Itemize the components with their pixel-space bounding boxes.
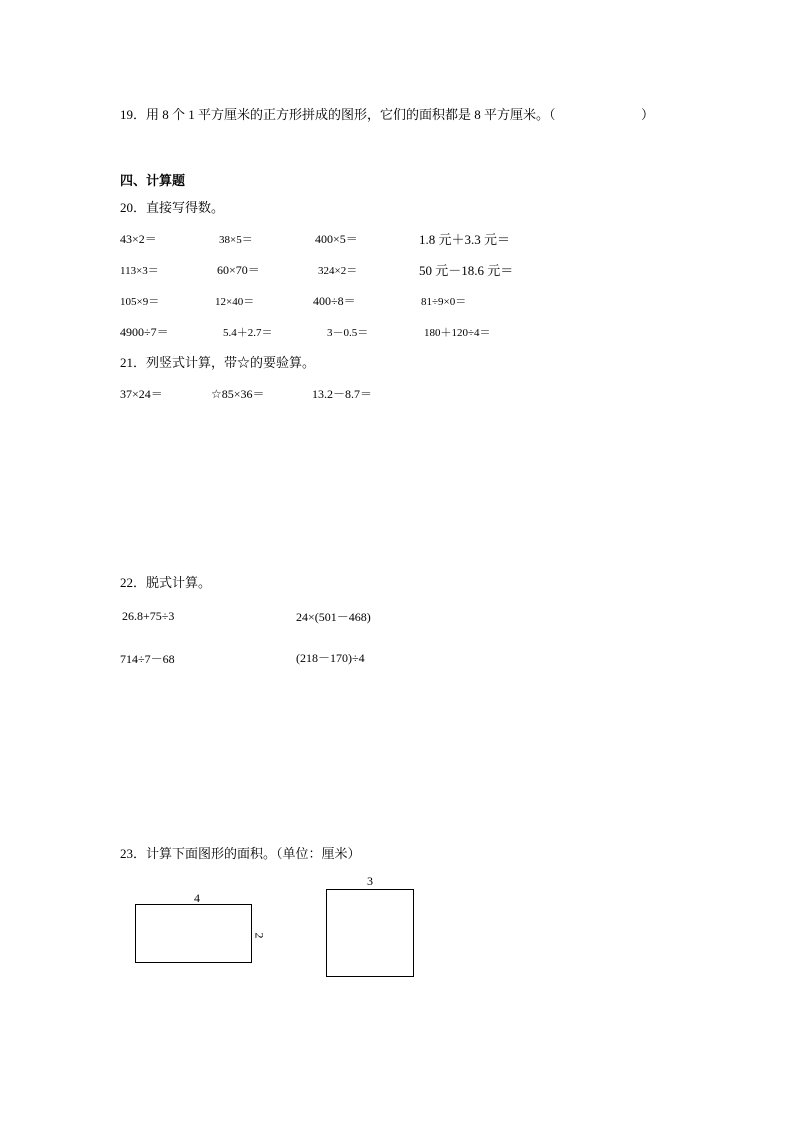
q20-item: 50 元－18.6 元＝ bbox=[419, 263, 514, 278]
q20-item: 400×5＝ bbox=[315, 232, 358, 246]
q20-item: 113×3＝ bbox=[120, 265, 159, 277]
q20-item: 5.4＋2.7＝ bbox=[223, 327, 273, 339]
rectangle-figure bbox=[135, 904, 252, 963]
square-figure bbox=[326, 889, 414, 977]
q20-item: 180＋120÷4＝ bbox=[424, 327, 491, 339]
q22-title: 22．脱式计算。 bbox=[120, 575, 212, 590]
q20-item: 3－0.5＝ bbox=[327, 327, 369, 339]
q21-title: 21．列竖式计算，带☆的要验算。 bbox=[120, 355, 316, 370]
rectangle-height-label: 2 bbox=[252, 932, 267, 939]
rectangle-width-label: 4 bbox=[194, 891, 200, 905]
q20-item: 105×9＝ bbox=[120, 296, 160, 308]
square-side-label: 3 bbox=[367, 874, 373, 888]
q20-item: 324×2＝ bbox=[318, 265, 358, 277]
q20-item: 12×40＝ bbox=[215, 296, 255, 308]
q21-item: ☆85×36＝ bbox=[211, 387, 265, 401]
q20-item: 400÷8＝ bbox=[313, 294, 356, 308]
q19-text: 19．用 8 个 1 平方厘米的正方形拼成的图形，它们的面积都是 8 平方厘米。（ bbox=[120, 107, 556, 122]
q21-item: 13.2－8.7＝ bbox=[312, 387, 373, 401]
q20-title: 20．直接写得数。 bbox=[120, 200, 225, 215]
q20-item: 4900÷7＝ bbox=[120, 325, 169, 339]
section-title: 四、计算题 bbox=[120, 173, 186, 188]
q21-item: 37×24＝ bbox=[120, 387, 163, 401]
q20-item: 43×2＝ bbox=[120, 232, 157, 246]
q22-item: (218－170)÷4 bbox=[296, 651, 365, 665]
q22-item: 26.8+75÷3 bbox=[122, 609, 175, 623]
q22-item: 24×(501－468) bbox=[296, 610, 371, 624]
q20-item: 38×5＝ bbox=[219, 234, 253, 246]
q23-title: 23．计算下面图形的面积。（单位：厘米） bbox=[120, 846, 361, 861]
q20-item: 81÷9×0＝ bbox=[421, 296, 467, 308]
q20-item: 60×70＝ bbox=[217, 263, 260, 277]
q20-item: 1.8 元＋3.3 元＝ bbox=[419, 232, 511, 247]
q22-item: 714÷7－68 bbox=[120, 652, 175, 666]
q19-answer-close: ） bbox=[641, 107, 655, 122]
